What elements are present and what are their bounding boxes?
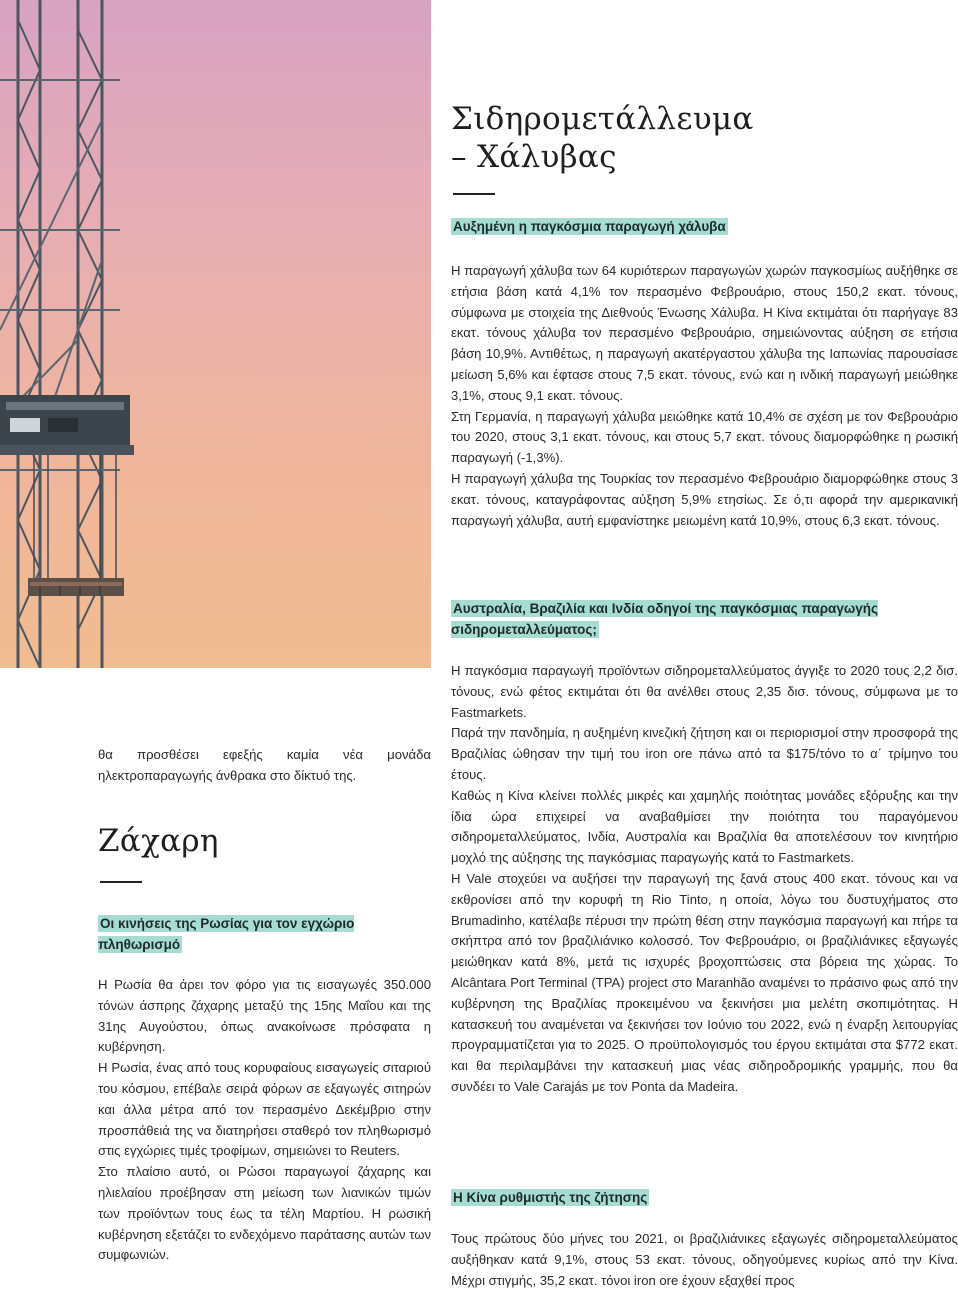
- steel-title-line1: Σιδηρομετάλλευμα: [451, 101, 754, 137]
- sugar-title: Ζάχαρη: [98, 823, 219, 859]
- steel-section2-paragraph: Η παγκόσμια παραγωγή προϊόντων σιδηρομεταλλεύματος άγγιξε το 2020 τους 2,2 δισ. τόνους, ενώ φέτος εκτιμάται ότι θα ανέλθει στους 2,35 δισ. τόνους, σύμφωνα με το Fastmarkets.: [451, 663, 958, 720]
- continuation-paragraph: θα προσθέσει εφεξής καμία νέα μονάδα ηλεκτροπαραγωγής άνθρακα στο δίκτυό της.: [98, 747, 431, 783]
- crane-photo: [0, 0, 431, 668]
- steel-section3-heading: Η Κίνα ρυθμιστής της ζήτησης: [453, 1190, 648, 1205]
- steel-section2-paragraph: Καθώς η Κίνα κλείνει πολλές μικρές και χαμηλής ποιότητας μονάδες εξόρυξης και την ίδια ώρα επιχειρεί να αναβαθμίσει την ποιότητα του παραγόμενου σιδηρομεταλλεύματος, Ινδία, Αυστραλία και Βραζιλία θα αποτελέσουν τον κινητήριο μοχλό της αύξησης της παγκόσμιας παραγωγής κατά το Fastmarkets.: [451, 787, 958, 866]
- steel-section2-body: [451, 661, 958, 1098]
- sugar-paragraph: Η Ρωσία θα άρει τον φόρο για τις εισαγωγές 350.000 τόνων άσπρης ζάχαρης μεταξύ της 15ης Μαΐου και της 31ης Αυγούστου, όπως ανακοίνωσε πρόσφατα η κυβέρνηση.: [98, 977, 431, 1055]
- sugar-title-rule: [100, 881, 142, 883]
- steel-title-rule: [453, 193, 495, 195]
- steel-section1-body: [451, 261, 958, 531]
- steel-title: [451, 100, 958, 176]
- steel-section2-heading: Αυστραλία, Βραζιλία και Ινδία οδηγοί της παγκόσμιας παραγωγής σιδηρομεταλλεύματος;: [451, 601, 879, 637]
- steel-section3-paragraph: Τους πρώτους δύο μήνες του 2021, οι βραζιλιάνικες εξαγωγές σιδηρομεταλλεύματος αυξήθηκαν κατά 9,1%, στους 53 εκατ. τόνους, οδηγούμενες κυρίως από την Κίνα. Μέχρι στιγμής, 35,2 εκατ. τόνοι iron ore έχουν εξαχθεί προς: [451, 1231, 958, 1288]
- crane-illustration: [0, 0, 431, 668]
- sugar-body: [98, 975, 431, 1266]
- steel-section1-paragraph: Η παραγωγή χάλυβα των 64 κυριότερων παραγωγών χωρών παγκοσμίως αυξήθηκε σε ετήσια βάση κατά 4,1% τον περασμένο Φεβρουάριο, στους 150,2 εκατ. τόνους, σύμφωνα με στοιχεία της Διεθνούς Ένωσης Χάλυβα. Η Κίνα εκτιμάται ότι παρήγαγε 83 εκατ. τόνους χάλυβα τον περασμένο Φεβρουάριο, σημειώνοντας αύξηση σε ετήσια βάση 10,9%. Αντιθέτως, η παραγωγή ακατέργαστου χάλυβα της Ιαπωνίας παρουσίασε μείωση 5,6% και έφτασε στους 7,5 εκατ. τόνους, ενώ και η ινδική παραγωγή μειώθηκε 3,1%, στους 9,1 εκατ. τόνους.: [451, 263, 958, 403]
- steel-title-line2: – Χάλυβας: [451, 139, 617, 175]
- sugar-paragraph: Η Ρωσία, ένας από τους κορυφαίους εισαγωγείς σιταριού του κόσμου, επέβαλε σειρά φόρων σε εξαγωγές σιτηρών και άλλα μέτρα από τον περασμένο Δεκέμβριο στην προσπάθειά της να διατηρήσει σταθερό τον πληθωρισμό στις εγχώριες τιμές τροφίμων, σημειώνει το Reuters.: [98, 1060, 431, 1159]
- steel-section2-paragraph: Παρά την πανδημία, η αυξημένη κινεζική ζήτηση και οι περιορισμοί στην προσφορά της Βραζιλίας ώθησαν την τιμή του iron ore πάνω από τα $175/τόνο το α΄ τρίμηνο του έτους.: [451, 725, 958, 782]
- steel-section1-paragraph: Η παραγωγή χάλυβα της Τουρκίας τον περασμένο Φεβρουάριο διαμορφώθηκε στους 3 εκατ. τόνους, καταγράφοντας αύξηση 5,9% ετησίως. Σε ό,τι αφορά την αμερικανική παραγωγή χάλυβα, αυτή εμφανίστηκε μειωμένη κατά 10,9%, στους 6,3 εκατ. τόνους.: [451, 470, 958, 528]
- steel-section2-paragraph: Η Vale στοχεύει να αυξήσει την παραγωγή της ξανά στους 400 εκατ. τόνους και να εκθρονίσει από την κορυφή τη Rio Tinto, η οποία, λόγω του δυστυχήματος στο Brumadinho, κατέλαβε πέρυσι την πρώτη θέση στην παγκόσμια παραγωγή και πήρε τα σκήπτρα από τον βραζιλιάνικο κολοσσό. Τον Φεβρουάριο, οι βραζιλιάνικες εξαγωγές μειώθηκαν κατά 8%, μετά τις ισχυρές βροχοπτώσεις στα βόρεια της χώρας. Το Alcântara Port Terminal (TPA) project στο Maranhão αναμένει το πράσινο φως από την κυβέρνηση της Βραζιλίας προκειμένου να ξεκινήσει μια μελέτη σκοπιμότητας. Η κατασκευή του αναμένεται να ξεκινήσει τον Ιούνιο του 2022, ενώ η έναρξη λειτουργίας προγραμματίζεται για το 2025. Ο προϋπολογισμός του έργου εκτιμάται στα $772 εκατ. και θα περιλαμβάνει την κατασκευή μιας νέας σιδηροδρομικής γραμμής, που θα συνδέει το Vale Carajás με τον Ponta da Madeira.: [451, 870, 958, 1094]
- steel-section1-heading: Αυξημένη η παγκόσμια παραγωγή χάλυβα: [453, 219, 726, 234]
- sugar-heading: Οι κινήσεις της Ρωσίας για τον εγχώριο πληθωρισμό: [98, 916, 355, 952]
- steel-section3-body: [451, 1229, 958, 1291]
- steel-section1-paragraph: Στη Γερμανία, η παραγωγή χάλυβα μειώθηκε κατά 10,4% σε σχέση με τον Φεβρουάριο του 2020, στους 3,1 εκατ. τόνους, και στους 5,7 εκατ. τόνους διαμορφώθηκε η ρωσική παραγωγή (-1,3%).: [451, 408, 958, 466]
- sugar-paragraph: Στο πλαίσιο αυτό, οι Ρώσοι παραγωγοί ζάχαρης και ηλιελαίου προέβησαν στη μείωση των λιανικών τιμών των προϊόντων τους έως τα τέλη Μαρτίου. Η ρωσική κυβέρνηση εξετάζει το ενδεχόμενο παράτασης αυτών των συμφωνιών.: [98, 1164, 431, 1263]
